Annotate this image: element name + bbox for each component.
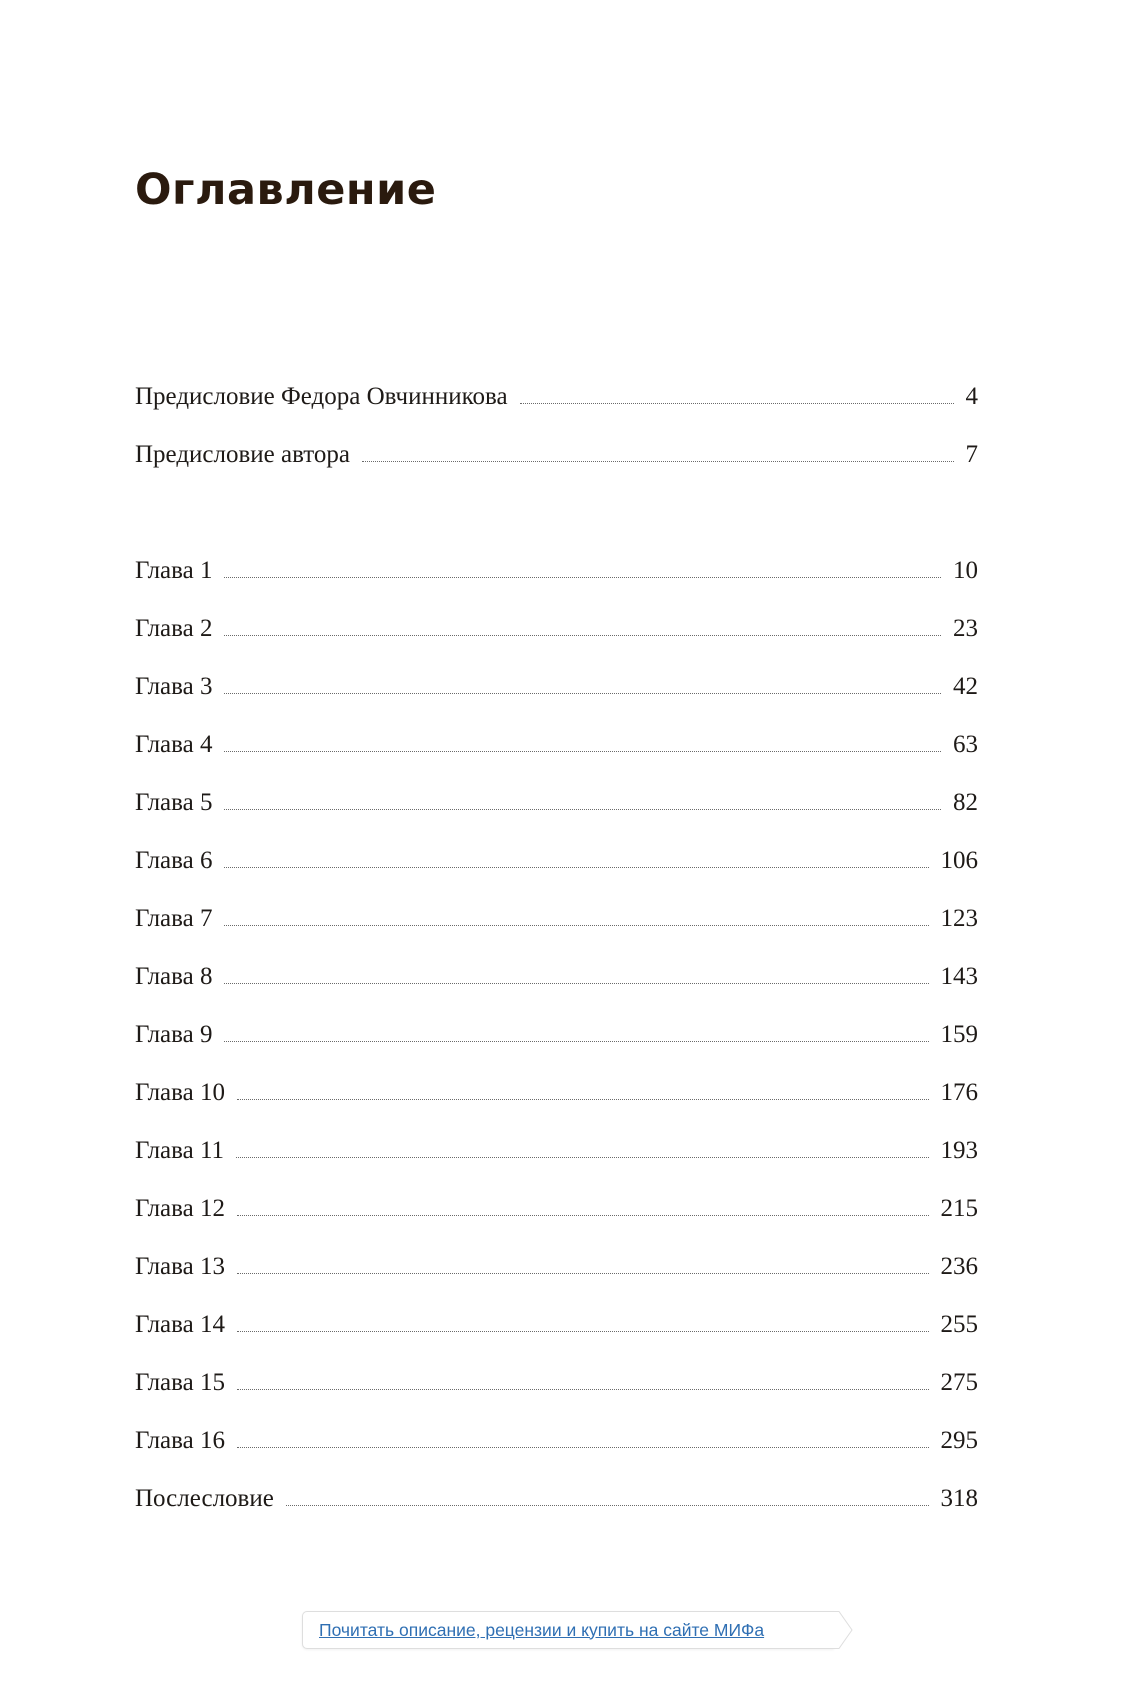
toc-entry-page: 10 (953, 557, 978, 584)
toc-entry (135, 720, 978, 760)
dot-leader (237, 1389, 929, 1390)
toc-entry (135, 1068, 978, 1108)
toc-entry (135, 1358, 978, 1398)
toc-entry-page: 106 (940, 847, 978, 874)
dot-leader (224, 751, 941, 752)
toc-entry-label: Глава 12 (135, 1195, 225, 1222)
dot-leader (286, 1505, 929, 1506)
toc-entry-page: 255 (940, 1311, 978, 1338)
toc-entry-label: Глава 3 (135, 673, 213, 700)
toc-entry-label: Глава 4 (135, 731, 213, 758)
toc-entry-page: 159 (940, 1021, 978, 1048)
dot-leader (237, 1331, 929, 1332)
dot-leader (224, 867, 928, 868)
toc-entry-page: 176 (940, 1079, 978, 1106)
page-title: Оглавление (135, 165, 437, 215)
toc-entry-page: 275 (940, 1369, 978, 1396)
toc-entry (135, 372, 978, 412)
toc-entry-label: Глава 6 (135, 847, 213, 874)
toc-entry (135, 778, 978, 818)
dot-leader (237, 1447, 929, 1448)
toc-entry-page: 4 (965, 383, 978, 410)
toc-entry (135, 1126, 978, 1166)
toc-entry-label: Глава 10 (135, 1079, 225, 1106)
toc-entry-label: Предисловие автора (135, 441, 350, 468)
dot-leader (224, 983, 928, 984)
toc-entry (135, 952, 978, 992)
toc-entry (135, 662, 978, 702)
toc-entry-label: Предисловие Федора Овчинникова (135, 383, 508, 410)
toc-entry (135, 604, 978, 644)
dot-leader (237, 1273, 929, 1274)
toc-entry-label: Глава 7 (135, 905, 213, 932)
toc-entry-label: Глава 16 (135, 1427, 225, 1454)
toc-entry (135, 1300, 978, 1340)
toc-entry-label: Глава 11 (135, 1137, 225, 1164)
toc-entry (135, 894, 978, 934)
dot-leader (224, 693, 941, 694)
toc-entry (135, 1416, 978, 1456)
toc-entry (135, 1010, 978, 1050)
dot-leader (237, 1099, 929, 1100)
toc-entry-label: Послесловие (135, 1485, 274, 1512)
dot-leader (236, 1157, 928, 1158)
toc-entry (135, 430, 978, 470)
dot-leader (362, 461, 954, 462)
toc-entry-label: Глава 8 (135, 963, 213, 990)
toc-entry-page: 82 (953, 789, 978, 816)
toc-entry-label: Глава 5 (135, 789, 213, 816)
dot-leader (224, 577, 941, 578)
toc-entry-label: Глава 1 (135, 557, 213, 584)
toc-entry-page: 215 (940, 1195, 978, 1222)
toc-entry-page: 7 (965, 441, 978, 468)
dot-leader (224, 635, 941, 636)
dot-leader (237, 1215, 929, 1216)
toc-entry (135, 546, 978, 586)
dot-leader (224, 925, 928, 926)
toc-entry-page: 193 (940, 1137, 978, 1164)
toc-entry-label: Глава 13 (135, 1253, 225, 1280)
toc-entry-page: 123 (940, 905, 978, 932)
toc-entry (135, 836, 978, 876)
dot-leader (224, 809, 941, 810)
toc-entry-page: 63 (953, 731, 978, 758)
link-arrow-tip-icon (833, 1611, 853, 1649)
toc-entry (135, 1242, 978, 1282)
mif-store-link[interactable] (302, 1611, 834, 1649)
toc-entry-page: 42 (953, 673, 978, 700)
toc-entry-page: 236 (940, 1253, 978, 1280)
toc-entry (135, 1474, 978, 1514)
toc-entry-label: Глава 14 (135, 1311, 225, 1338)
toc-entry-page: 318 (940, 1485, 978, 1512)
toc-entry-page: 295 (940, 1427, 978, 1454)
toc-entry-page: 143 (940, 963, 978, 990)
mif-store-link-label: Почитать описание, рецензии и купить на сайте МИФа (319, 1619, 765, 1640)
dot-leader (224, 1041, 928, 1042)
toc-entry (135, 1184, 978, 1224)
toc-entry-label: Глава 2 (135, 615, 213, 642)
toc-entry-label: Глава 15 (135, 1369, 225, 1396)
toc-entry-label: Глава 9 (135, 1021, 213, 1048)
dot-leader (520, 403, 954, 404)
toc-entry-page: 23 (953, 615, 978, 642)
